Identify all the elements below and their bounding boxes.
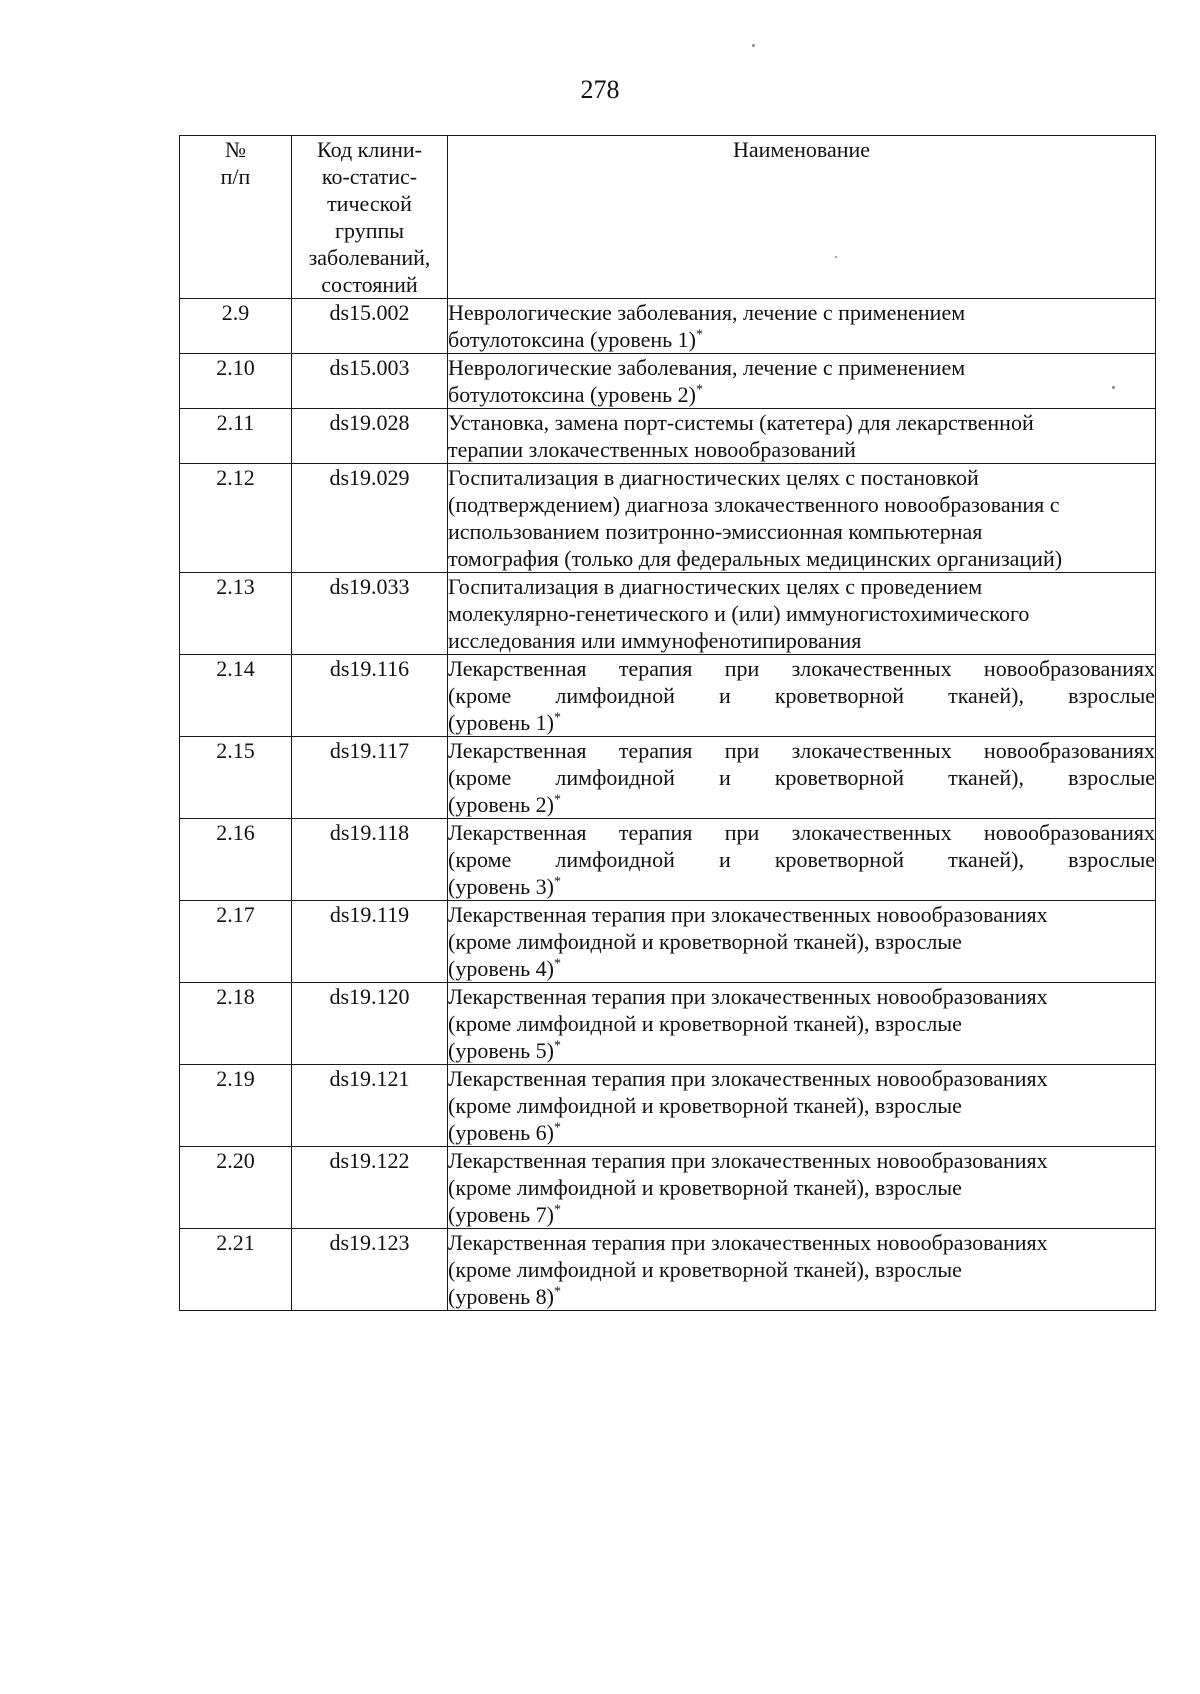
row-name-line xyxy=(448,983,1155,1010)
row-name-line xyxy=(448,409,1155,436)
row-name-text: Лекарственная терапия при злокачественных новообразованиях xyxy=(448,984,1048,1009)
table-row xyxy=(180,299,1156,354)
header-code-line: состояний xyxy=(321,272,418,297)
table-row xyxy=(180,737,1156,819)
footnote-asterisk: * xyxy=(553,956,561,972)
row-name-line xyxy=(448,764,1155,791)
row-name-text: Лекарственная терапия при злокачественных новообразованиях xyxy=(448,902,1048,927)
row-name-line xyxy=(448,1229,1155,1256)
row-name xyxy=(448,655,1156,737)
row-name-line xyxy=(448,846,1155,873)
row-name xyxy=(448,354,1156,409)
header-code-line: ко-статис- xyxy=(321,164,418,189)
row-number: 2.21 xyxy=(180,1229,292,1311)
header-name: Наименование xyxy=(448,136,1156,299)
row-name-text: молекулярно-генетического и (или) иммуногистохимического xyxy=(448,601,1030,626)
row-name-text: (кроме лимфоидной и кроветворной тканей), взрослые xyxy=(448,683,1155,708)
row-name-text: Лекарственная терапия при злокачественных новообразованиях xyxy=(448,1066,1048,1091)
table-body xyxy=(180,299,1156,1311)
row-name-line xyxy=(448,326,1155,353)
row-code: ds19.118 xyxy=(292,819,448,901)
row-name-line xyxy=(448,655,1155,682)
header-code-line: группы xyxy=(334,218,405,243)
row-code: ds19.117 xyxy=(292,737,448,819)
row-name-text: (уровень 6) xyxy=(448,1120,554,1145)
row-code: ds19.116 xyxy=(292,655,448,737)
row-name-text: (уровень 3) xyxy=(448,874,554,899)
row-name xyxy=(448,1229,1156,1311)
row-number: 2.18 xyxy=(180,983,292,1065)
row-name-line xyxy=(448,600,1155,627)
row-name-line xyxy=(448,873,1155,900)
row-name xyxy=(448,409,1156,464)
row-name-line xyxy=(448,901,1155,928)
row-name-text: Установка, замена порт-системы (катетера) для лекарственной xyxy=(448,410,1034,435)
header-code-line: тической xyxy=(327,191,412,216)
table-row xyxy=(180,354,1156,409)
row-code: ds19.033 xyxy=(292,573,448,655)
row-name-text: (кроме лимфоидной и кроветворной тканей), взрослые xyxy=(448,1175,962,1200)
row-number: 2.11 xyxy=(180,409,292,464)
row-name-text: (уровень 7) xyxy=(448,1202,554,1227)
footnote-asterisk: * xyxy=(553,874,561,890)
row-name-text: Лекарственная терапия при злокачественных новообразованиях xyxy=(448,820,1155,845)
row-code: ds15.002 xyxy=(292,299,448,354)
row-name xyxy=(448,983,1156,1065)
row-code: ds19.123 xyxy=(292,1229,448,1311)
row-name-text: исследования или иммунофенотипирования xyxy=(448,628,862,653)
row-name-line xyxy=(448,1037,1155,1064)
row-name-text: Лекарственная терапия при злокачественных новообразованиях xyxy=(448,1148,1048,1173)
footnote-asterisk: * xyxy=(553,792,561,808)
row-name-text: томография (только для федеральных медицинских организаций) xyxy=(448,546,1063,571)
row-name-text: (кроме лимфоидной и кроветворной тканей), взрослые xyxy=(448,1011,962,1036)
row-name-line xyxy=(448,928,1155,955)
row-name xyxy=(448,299,1156,354)
table-row xyxy=(180,655,1156,737)
header-code-line: заболеваний, xyxy=(308,245,431,270)
row-name-line xyxy=(448,436,1155,463)
footnote-asterisk: * xyxy=(553,1038,561,1054)
footnote-asterisk: * xyxy=(695,382,703,398)
footnote-asterisk: * xyxy=(553,710,561,726)
row-name-text: (подтверждением) диагноза злокачественного новообразования с xyxy=(448,492,1060,517)
scan-speck xyxy=(1112,386,1115,389)
table-row xyxy=(180,409,1156,464)
row-name-line xyxy=(448,819,1155,846)
row-code: ds19.121 xyxy=(292,1065,448,1147)
footnote-asterisk: * xyxy=(553,1284,561,1300)
scan-speck xyxy=(752,44,755,47)
row-number: 2.16 xyxy=(180,819,292,901)
row-name xyxy=(448,573,1156,655)
row-name-text: (уровень 1) xyxy=(448,710,554,735)
row-name-line xyxy=(448,1065,1155,1092)
header-code-line: Код клини- xyxy=(317,137,422,162)
row-number: 2.12 xyxy=(180,464,292,573)
table-row xyxy=(180,901,1156,983)
table-row xyxy=(180,573,1156,655)
row-name-text: Лекарственная терапия при злокачественных новообразованиях xyxy=(448,1230,1048,1255)
row-name-text: Лекарственная терапия при злокачественных новообразованиях xyxy=(448,738,1155,763)
row-name-line xyxy=(448,709,1155,736)
row-name-line xyxy=(448,354,1155,381)
row-number: 2.13 xyxy=(180,573,292,655)
row-name-text: Неврологические заболевания, лечение с применением xyxy=(448,355,966,380)
row-number: 2.10 xyxy=(180,354,292,409)
table-row xyxy=(180,1229,1156,1311)
row-name-text: Лекарственная терапия при злокачественных новообразованиях xyxy=(448,656,1155,681)
row-name-text: ботулотоксина (уровень 2) xyxy=(448,382,696,407)
row-name-line xyxy=(448,1256,1155,1283)
table-row xyxy=(180,1065,1156,1147)
row-name-line xyxy=(448,491,1155,518)
row-name-line xyxy=(448,1147,1155,1174)
ksg-table xyxy=(179,135,1156,1311)
row-name xyxy=(448,819,1156,901)
row-name-text: Госпитализация в диагностических целях с проведением xyxy=(448,574,983,599)
row-name-line xyxy=(448,1092,1155,1119)
row-name-line xyxy=(448,545,1155,572)
row-name-text: (уровень 8) xyxy=(448,1284,554,1309)
row-name-text: (кроме лимфоидной и кроветворной тканей), взрослые xyxy=(448,1257,962,1282)
row-name-text: (уровень 5) xyxy=(448,1038,554,1063)
table-row xyxy=(180,819,1156,901)
header-num xyxy=(180,136,292,299)
footnote-asterisk: * xyxy=(553,1202,561,1218)
row-number: 2.20 xyxy=(180,1147,292,1229)
row-name-text: (кроме лимфоидной и кроветворной тканей), взрослые xyxy=(448,847,1155,872)
row-name-line xyxy=(448,627,1155,654)
row-name xyxy=(448,464,1156,573)
row-name-line xyxy=(448,737,1155,764)
footnote-asterisk: * xyxy=(553,1120,561,1136)
row-code: ds19.120 xyxy=(292,983,448,1065)
row-number: 2.15 xyxy=(180,737,292,819)
header-num-line: № xyxy=(225,137,246,162)
row-name-text: терапии злокачественных новообразований xyxy=(448,437,856,462)
header-num-line: п/п xyxy=(220,164,251,189)
row-name-text: (уровень 4) xyxy=(448,956,554,981)
table-row xyxy=(180,1147,1156,1229)
row-name-text: (кроме лимфоидной и кроветворной тканей), взрослые xyxy=(448,765,1155,790)
row-number: 2.9 xyxy=(180,299,292,354)
row-name-text: (уровень 2) xyxy=(448,792,554,817)
row-number: 2.14 xyxy=(180,655,292,737)
row-name-line xyxy=(448,955,1155,982)
row-name-line xyxy=(448,299,1155,326)
scan-speck xyxy=(835,256,837,258)
row-name-line xyxy=(448,1119,1155,1146)
row-code: ds19.122 xyxy=(292,1147,448,1229)
row-name xyxy=(448,901,1156,983)
row-name-line xyxy=(448,1201,1155,1228)
footnote-asterisk: * xyxy=(695,327,703,343)
row-name-line xyxy=(448,518,1155,545)
row-code: ds15.003 xyxy=(292,354,448,409)
row-name-text: использованием позитронно-эмиссионная компьютерная xyxy=(448,519,983,544)
row-name xyxy=(448,1147,1156,1229)
row-number: 2.19 xyxy=(180,1065,292,1147)
table-row xyxy=(180,983,1156,1065)
row-name-text: ботулотоксина (уровень 1) xyxy=(448,327,696,352)
row-name-text: Неврологические заболевания, лечение с применением xyxy=(448,300,966,325)
row-name-text: Госпитализация в диагностических целях с постановкой xyxy=(448,465,979,490)
row-name-line xyxy=(448,464,1155,491)
row-name-line xyxy=(448,791,1155,818)
row-name-text: (кроме лимфоидной и кроветворной тканей), взрослые xyxy=(448,1093,962,1118)
row-code: ds19.119 xyxy=(292,901,448,983)
row-name-line xyxy=(448,1010,1155,1037)
row-name-line xyxy=(448,381,1155,408)
row-name-line xyxy=(448,1283,1155,1310)
row-name-line xyxy=(448,573,1155,600)
row-number: 2.17 xyxy=(180,901,292,983)
page-number: 278 xyxy=(580,75,620,104)
row-code: ds19.028 xyxy=(292,409,448,464)
row-name xyxy=(448,1065,1156,1147)
table-header-row xyxy=(180,136,1156,299)
row-code: ds19.029 xyxy=(292,464,448,573)
row-name-line xyxy=(448,682,1155,709)
row-name-text: (кроме лимфоидной и кроветворной тканей), взрослые xyxy=(448,929,962,954)
row-name-line xyxy=(448,1174,1155,1201)
row-name xyxy=(448,737,1156,819)
header-code xyxy=(292,136,448,299)
table-row xyxy=(180,464,1156,573)
